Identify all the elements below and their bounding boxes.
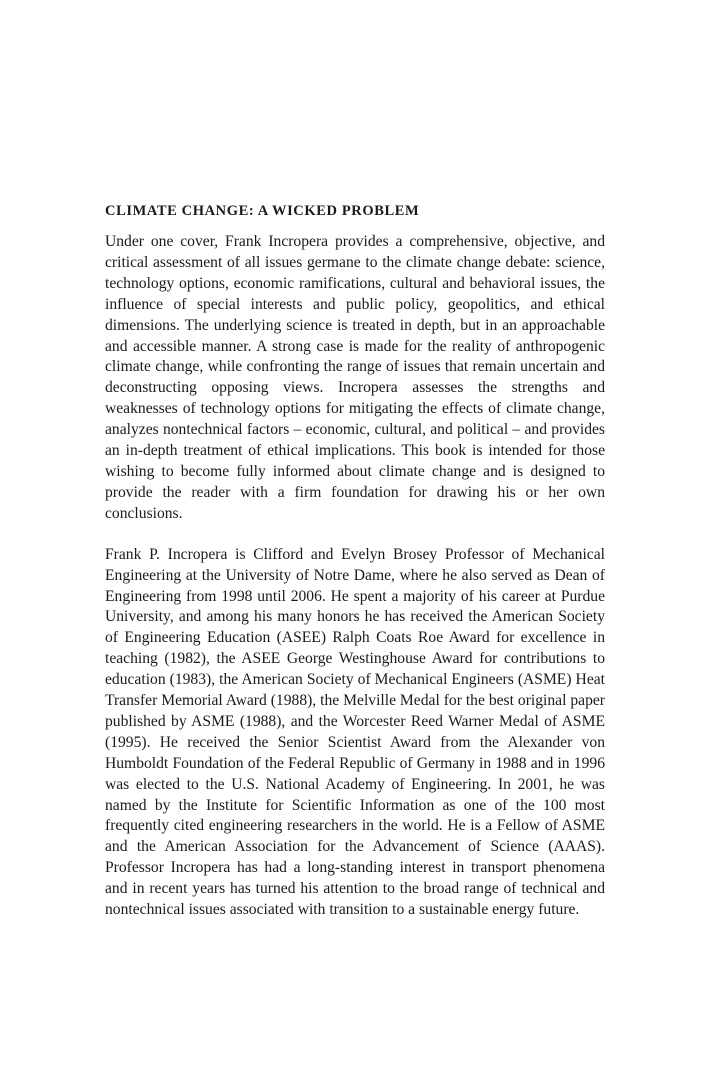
book-summary-paragraph: Under one cover, Frank Incropera provides a comprehensive, objective, and critical assessment of all issues germane to the climate change debate: science, technology options, economic ramifications, cultural and behavioral issues, the influence of special interests and public policy, geopolitics, and ethical dimensions. The underlying science is treated in depth, but in an approachable and accessible manner. A strong case is made for the reality of anthropogenic climate change, while confronting the range of issues that remain uncertain and deconstructing opposing views. Incropera assesses the strengths and weaknesses of technology options for mitigating the effects of climate change, analyzes nontechnical factors – economic, cultural, and political – and provides an in-depth treatment of ethical implications. This book is intended for those wishing to become fully informed about climate change and is designed to provide the reader with a firm foundation for drawing his or her own conclusions. — [105, 233, 605, 522]
author-bio-paragraph: Frank P. Incropera is Clifford and Evelyn Brosey Professor of Mechanical Engineering at the University of Notre Dame, where he also served as Dean of Engineering from 1998 until 2006. He spent a majority of his career at Purdue University, and among his many honors he has received the American Society of Engineering Education (ASEE) Ralph Coats Roe Award for excellence in teaching (1982), the ASEE George Westinghouse Award for contributions to education (1983), the American Society of Mechanical Engineers (ASME) Heat Transfer Memorial Award (1988), the Melville Medal for the best original paper published by ASME (1988), and the Worcester Reed Warner Medal of ASME (1995). He received the Senior Scientist Award from the Alexander von Humboldt Foundation of the Federal Republic of Germany in 1988 and in 1996 was elected to the U.S. National Academy of Engineering. In 2001, he was named by the Institute for Scientific Information as one of the 100 most frequently cited engineering researchers in the world. He is a Fellow of ASME and the American Association for the Advancement of Science (AAAS). Professor Incropera has had a long-standing interest in transport phenomena and in recent years has turned his attention to the broad range of technical and nontechnical issues associated with transition to a sustainable energy future. — [105, 545, 605, 919]
book-description-page — [105, 200, 605, 921]
section-title: CLIMATE CHANGE: A WICKED PROBLEM — [105, 203, 420, 219]
